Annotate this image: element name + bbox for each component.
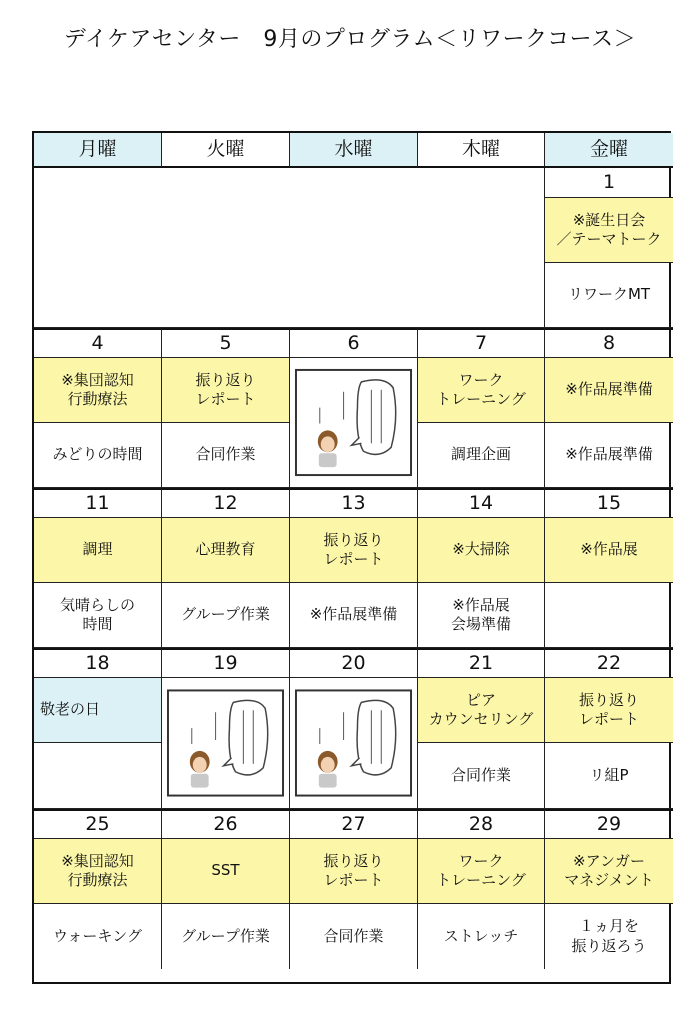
program-lower: 合同作業 <box>418 743 545 809</box>
program-lower: 合同作業 <box>290 904 418 969</box>
program-lower: グループ作業 <box>162 583 290 648</box>
day-number: 7 <box>418 328 545 358</box>
program-upper: 心理教育 <box>162 518 290 583</box>
program-upper: ※作品展準備 <box>545 358 673 423</box>
weekday-header-fri: 金曜 <box>545 133 673 168</box>
program-lower: ※作品展 会場準備 <box>418 583 545 648</box>
program-upper: 振り返り レポート <box>162 358 290 423</box>
day-number: 27 <box>290 809 418 839</box>
program-upper: ※集団認知 行動療法 <box>34 358 162 423</box>
day-number: 15 <box>545 488 673 518</box>
day-number: 5 <box>162 328 290 358</box>
day-number: 6 <box>290 328 418 358</box>
program-lower: 気晴らしの 時間 <box>34 583 162 648</box>
day-number: 20 <box>290 648 418 678</box>
day-number: 26 <box>162 809 290 839</box>
program-lower: ※作品展準備 <box>545 423 673 488</box>
program-upper-extended: ※作品展 <box>545 518 673 583</box>
program-lower: みどりの時間 <box>34 423 162 488</box>
program-upper: ピア カウンセリング <box>418 678 545 743</box>
program-lower: 調理企画 <box>418 423 545 488</box>
closed-sign-icon <box>294 682 413 804</box>
program-upper: 振り返り レポート <box>290 518 418 583</box>
closed-day-illustration <box>162 678 290 809</box>
day-number: 13 <box>290 488 418 518</box>
day-number: 1 <box>545 168 673 198</box>
closed-day-illustration <box>290 358 418 488</box>
program-upper: ※アンガー マネジメント <box>545 839 673 904</box>
calendar-grid <box>32 131 671 984</box>
weekday-header-tue: 火曜 <box>162 133 290 168</box>
day-number: 28 <box>418 809 545 839</box>
program-lower <box>34 743 162 809</box>
program-lower: ウォーキング <box>34 904 162 969</box>
program-lower <box>545 583 673 648</box>
program-upper: ワーク トレーニング <box>418 358 545 423</box>
empty-days-block <box>34 168 545 328</box>
day-number: 22 <box>545 648 673 678</box>
program-upper: ワーク トレーニング <box>418 839 545 904</box>
day-number: 25 <box>34 809 162 839</box>
weekday-header-thu: 木曜 <box>418 133 545 168</box>
program-lower: 合同作業 <box>162 423 290 488</box>
program-lower: ストレッチ <box>418 904 545 969</box>
day-number: 11 <box>34 488 162 518</box>
program-lower: リワークMT <box>545 263 673 328</box>
program-upper: ※誕生日会 ／テーマトーク <box>545 198 673 263</box>
day-number: 21 <box>418 648 545 678</box>
program-lower: １ヵ月を 振り返ろう <box>571 917 647 955</box>
closed-day-illustration <box>290 678 418 809</box>
closed-sign-icon <box>166 682 285 804</box>
day-number: 8 <box>545 328 673 358</box>
program-upper: 調理 <box>34 518 162 583</box>
day-number: 12 <box>162 488 290 518</box>
day-number: 18 <box>34 648 162 678</box>
program-upper: SST <box>162 839 290 904</box>
day-number: 19 <box>162 648 290 678</box>
program-upper: ※大掃除 <box>418 518 545 583</box>
program-upper: 振り返り レポート <box>545 678 673 743</box>
program-lower: グループ作業 <box>162 904 290 969</box>
program-upper: ※集団認知 行動療法 <box>34 839 162 904</box>
holiday-label: 敬老の日 <box>34 678 162 743</box>
weekday-header-mon: 月曜 <box>34 133 162 168</box>
day-number: 4 <box>34 328 162 358</box>
program-lower: リ組P <box>545 743 673 809</box>
page-title: デイケアセンター 9月のプログラム＜リワークコース＞ <box>63 27 637 52</box>
program-lower: ※作品展準備 <box>290 583 418 648</box>
day-number: 14 <box>418 488 545 518</box>
program-upper: 振り返り レポート <box>290 839 418 904</box>
closed-sign-icon <box>294 362 413 483</box>
weekday-header-wed: 水曜 <box>290 133 418 168</box>
day-number: 29 <box>545 809 673 839</box>
